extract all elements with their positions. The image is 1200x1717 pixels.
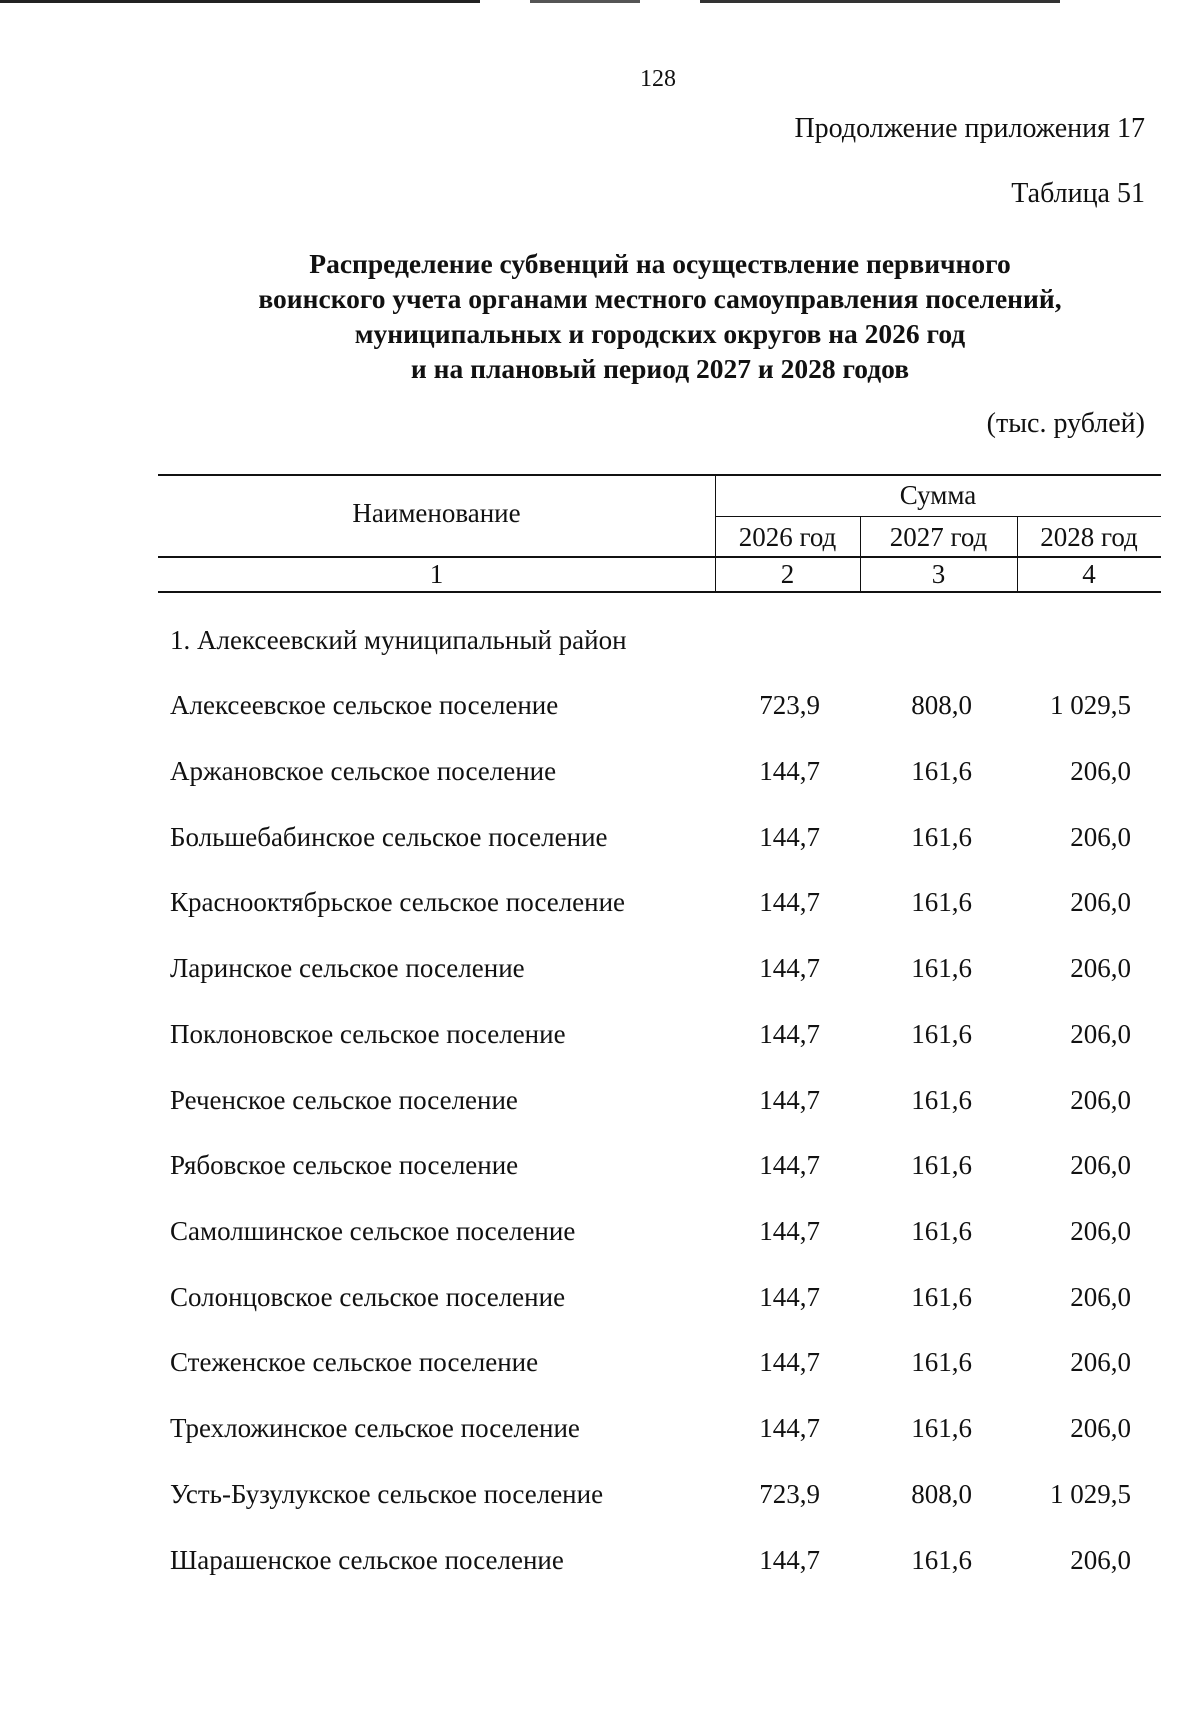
title-line: Распределение субвенций на осуществление первичного — [309, 248, 1011, 279]
table-row — [0, 690, 1200, 730]
table-row — [0, 822, 1200, 862]
settlement-name: Алексеевское сельское поселение — [170, 690, 559, 720]
value-2028: 206,0 — [1070, 1019, 1131, 1049]
header-bottom-rule — [158, 591, 1161, 593]
value-2028: 206,0 — [1070, 887, 1131, 917]
document-title — [160, 246, 1160, 386]
settlement-name: Трехложинское сельское поселение — [170, 1413, 580, 1443]
settlement-name: Большебабинское сельское поселение — [170, 822, 608, 852]
value-2026: 144,7 — [759, 1085, 820, 1115]
scan-edge-artifact — [0, 0, 1200, 3]
table-row — [0, 1282, 1200, 1322]
settlement-name: Поклоновское сельское поселение — [170, 1019, 566, 1049]
header-sum: Сумма — [899, 480, 977, 510]
value-2026: 144,7 — [759, 1413, 820, 1443]
settlement-name: Самолшинское сельское поселение — [170, 1216, 576, 1246]
table-row — [0, 756, 1200, 796]
value-2027: 161,6 — [911, 953, 972, 983]
table-row — [0, 1347, 1200, 1387]
value-2026: 144,7 — [759, 887, 820, 917]
settlement-name: Краснооктябрьское сельское поселение — [170, 887, 626, 917]
value-2027: 161,6 — [911, 1282, 972, 1312]
section-title: 1. Алексеевский муниципальный район — [170, 625, 627, 655]
value-2028: 1 029,5 — [1050, 1479, 1131, 1509]
settlement-name: Рябовское сельское поселение — [170, 1150, 519, 1180]
header-year-2028: 2028 год — [1040, 522, 1138, 552]
settlement-name: Усть-Бузулукское сельское поселение — [170, 1479, 604, 1509]
header-name: Наименование — [352, 498, 521, 528]
column-number: 3 — [931, 559, 946, 589]
value-2028: 206,0 — [1070, 1347, 1131, 1377]
value-2026: 144,7 — [759, 1216, 820, 1246]
settlement-name: Стеженское сельское поселение — [170, 1347, 539, 1377]
value-2026: 144,7 — [759, 1282, 820, 1312]
table-row — [0, 887, 1200, 927]
header-year-2027: 2027 год — [889, 522, 988, 552]
title-line: воинского учета органами местного самоуправления поселений, — [258, 283, 1062, 314]
value-2026: 144,7 — [759, 953, 820, 983]
value-2026: 144,7 — [759, 1150, 820, 1180]
value-2027: 808,0 — [911, 1479, 972, 1509]
table-row — [0, 1545, 1200, 1585]
value-2027: 161,6 — [911, 1216, 972, 1246]
title-line: муниципальных и городских округов на 2026 год — [354, 318, 966, 349]
table-row — [0, 1216, 1200, 1256]
value-2027: 161,6 — [911, 887, 972, 917]
table-row — [0, 1479, 1200, 1519]
units-label: (тыс. рублей) — [986, 408, 1145, 439]
table-label: Таблица 51 — [1011, 178, 1145, 209]
table-row — [0, 1413, 1200, 1453]
table-row — [0, 1019, 1200, 1059]
value-2028: 206,0 — [1070, 1150, 1131, 1180]
value-2027: 161,6 — [911, 1347, 972, 1377]
value-2028: 206,0 — [1070, 953, 1131, 983]
table-row — [0, 1150, 1200, 1190]
appendix-label: Продолжение приложения 17 — [794, 113, 1145, 144]
table-row — [0, 953, 1200, 993]
settlement-name: Реченское сельское поселение — [170, 1085, 518, 1115]
value-2026: 144,7 — [759, 1545, 820, 1575]
value-2026: 723,9 — [759, 1479, 820, 1509]
header-mid-rule — [158, 556, 1161, 558]
title-line: и на плановый период 2027 и 2028 годов — [410, 353, 910, 384]
value-2026: 144,7 — [759, 756, 820, 786]
column-number: 1 — [429, 559, 444, 589]
settlement-name: Солонцовское сельское поселение — [170, 1282, 566, 1312]
value-2027: 161,6 — [911, 822, 972, 852]
header-top-rule — [158, 474, 1161, 476]
settlement-name: Аржановское сельское поселение — [170, 756, 557, 786]
value-2026: 144,7 — [759, 822, 820, 852]
value-2028: 206,0 — [1070, 1545, 1131, 1575]
value-2028: 206,0 — [1070, 1413, 1131, 1443]
value-2028: 1 029,5 — [1050, 690, 1131, 720]
column-number: 4 — [1082, 559, 1096, 589]
value-2028: 206,0 — [1070, 756, 1131, 786]
value-2028: 206,0 — [1070, 1085, 1131, 1115]
value-2027: 161,6 — [911, 1150, 972, 1180]
column-number: 2 — [780, 559, 795, 589]
value-2027: 161,6 — [911, 756, 972, 786]
table-row — [0, 1085, 1200, 1125]
settlement-name: Ларинское сельское поселение — [170, 953, 525, 983]
value-2027: 161,6 — [911, 1545, 972, 1575]
value-2028: 206,0 — [1070, 822, 1131, 852]
value-2026: 723,9 — [759, 690, 820, 720]
value-2027: 161,6 — [911, 1019, 972, 1049]
value-2026: 144,7 — [759, 1347, 820, 1377]
value-2028: 206,0 — [1070, 1282, 1131, 1312]
value-2027: 161,6 — [911, 1413, 972, 1443]
header-sum-rule — [715, 516, 1161, 517]
value-2028: 206,0 — [1070, 1216, 1131, 1246]
value-2027: 808,0 — [911, 690, 972, 720]
header-year-2026: 2026 год — [738, 522, 837, 552]
settlement-name: Шарашенское сельское поселение — [170, 1545, 564, 1575]
value-2026: 144,7 — [759, 1019, 820, 1049]
value-2027: 161,6 — [911, 1085, 972, 1115]
page-number: 128 — [640, 66, 676, 92]
